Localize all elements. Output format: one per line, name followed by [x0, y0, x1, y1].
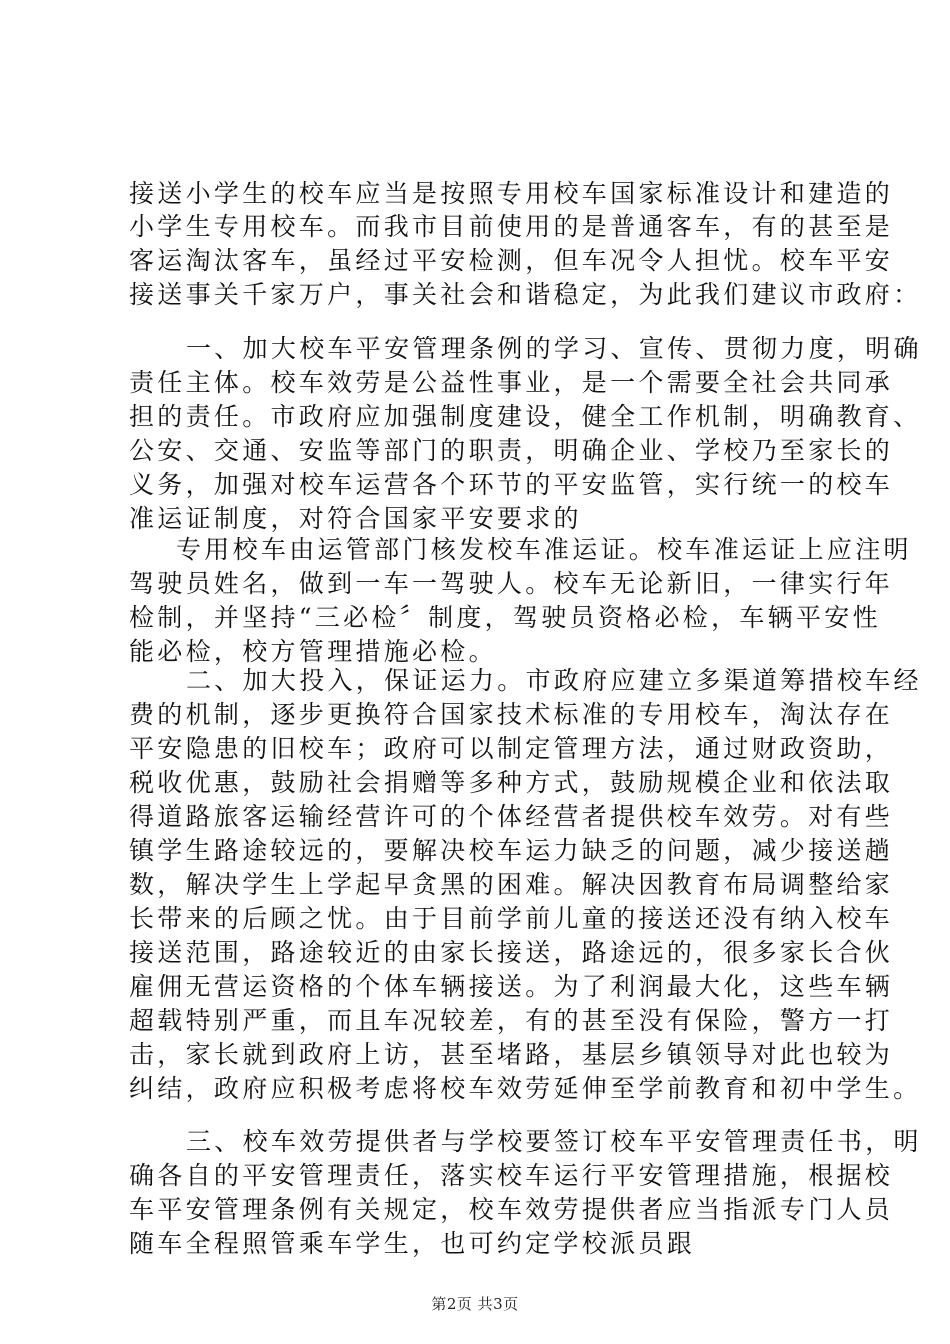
text-line: 担的责任。市政府应加强制度建设，健全工作机制，明确教育、 [129, 402, 922, 431]
text-line: 公安、交通、安监等部门的职责，明确企业、学校乃至家长的 [129, 436, 894, 465]
text-line: 小学生专用校车。而我市目前使用的是普通客车，有的甚至是 [129, 212, 894, 241]
text-line: 客运淘汰客车，虽经过平安检测，但车况令人担忧。校车平安 [129, 246, 894, 275]
text-line: 专用校车由运管部门核发校车准运证。校车准运证上应注明 [176, 535, 912, 564]
text-line: 二、加大投入，保证运力。市政府应建立多渠道筹措校车经 [186, 666, 922, 695]
page-number: 第2页 共3页 [431, 1295, 519, 1313]
text-line: 准运证制度，对符合国家平安要求的 [129, 504, 582, 533]
text-line: 得道路旅客运输经营许可的个体经营者提供校车效劳。对有些 [129, 802, 894, 831]
text-line: 超载特别严重，而且车况较差，有的甚至没有保险，警方一打 [129, 1006, 894, 1035]
text-line: 平安隐患的旧校车；政府可以制定管理方法，通过财政资助， [129, 734, 894, 763]
text-line: 数，解决学生上学起早贪黑的困难。解决因教育布局调整给家 [129, 870, 894, 899]
text-line: 检制，并坚持“三必检〞制度，驾驶员资格必检，车辆平安性 [129, 603, 881, 632]
text-line: 接送范围，路途较近的由家长接送，路途远的，很多家长合伙 [129, 938, 894, 967]
text-line: 税收优惠，鼓励社会捐赠等多种方式，鼓励规模企业和依法取 [129, 768, 894, 797]
text-line: 驾驶员姓名，做到一车一驾驶人。校车无论新旧，一律实行年 [129, 569, 894, 598]
text-line: 车平安管理条例有关规定，校车效劳提供者应当指派专门人员 [129, 1195, 894, 1224]
text-line: 纠结，政府应积极考虑将校车效劳延伸至学前教育和初中学生。 [129, 1074, 922, 1103]
text-line: 责任主体。校车效劳是公益性事业，是一个需要全社会共同承 [129, 368, 894, 397]
text-line: 接送事关千家万户，事关社会和谐稳定，为此我们建议市政府： [129, 280, 922, 309]
text-line: 击，家长就到政府上访，甚至堵路，基层乡镇领导对此也较为 [129, 1040, 894, 1069]
text-line: 镇学生路途较远的，要解决校车运力缺乏的问题，减少接送趟 [129, 836, 894, 865]
text-line: 能必检，校方管理措施必检。 [129, 637, 497, 666]
text-line: 确各自的平安管理责任，落实校车运行平安管理措施，根据校 [129, 1161, 894, 1190]
text-line: 义务，加强对校车运营各个环节的平安监管，实行统一的校车 [129, 470, 894, 499]
text-line: 一、加大校车平安管理条例的学习、宣传、贯彻力度，明确 [186, 334, 922, 363]
text-line: 三、校车效劳提供者与学校要签订校车平安管理责任书，明 [186, 1127, 922, 1156]
text-line: 长带来的后顾之忧。由于目前学前儿童的接送还没有纳入校车 [129, 904, 894, 933]
text-line: 随车全程照管乘车学生，也可约定学校派员跟 [129, 1229, 696, 1258]
text-line: 接送小学生的校车应当是按照专用校车国家标准设计和建造的 [129, 179, 894, 208]
text-line: 费的机制，逐步更换符合国家技术标准的专用校车，淘汰存在 [129, 700, 894, 729]
text-line: 雇佣无营运资格的个体车辆接送。为了利润最大化，这些车辆 [129, 972, 894, 1001]
